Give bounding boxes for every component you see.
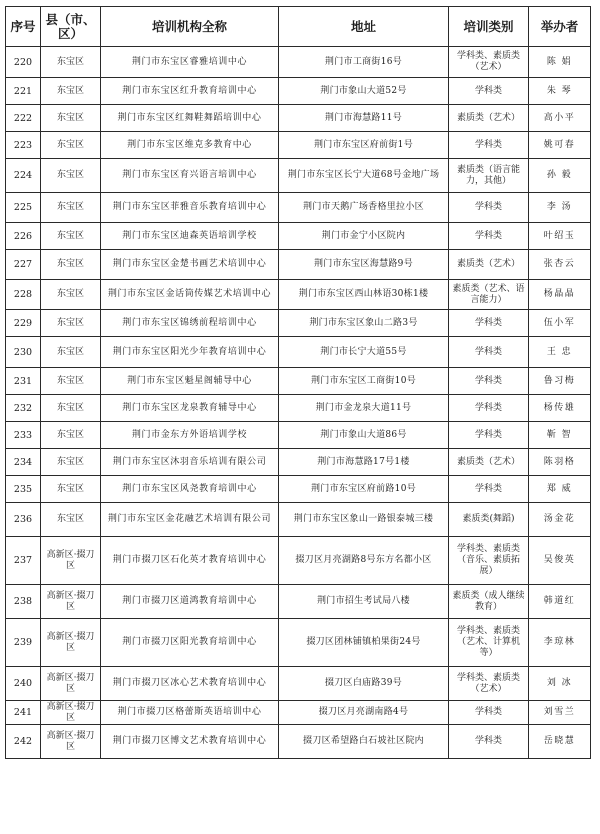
cell-name: 荆门市掇刀区冰心艺术教育培训中心 bbox=[101, 667, 279, 701]
cell-name: 荆门市东宝区菲雅音乐教育培训中心 bbox=[101, 193, 279, 223]
cell-county: 高新区·掇刀区 bbox=[41, 667, 101, 701]
cell-category: 学科类 bbox=[449, 701, 529, 725]
cell-seq: 232 bbox=[6, 395, 41, 422]
table-row bbox=[6, 47, 591, 78]
cell-category: 素质类（语言能力，其他） bbox=[449, 159, 529, 193]
cell-seq: 229 bbox=[6, 310, 41, 337]
cell-name: 荆门市东宝区金楚书画艺术培训中心 bbox=[101, 250, 279, 280]
table-row bbox=[6, 223, 591, 250]
cell-name: 荆门市掇刀区格蕾斯英语培训中心 bbox=[101, 701, 279, 725]
cell-seq: 221 bbox=[6, 78, 41, 105]
cell-name: 荆门市东宝区迪森英语培训学校 bbox=[101, 223, 279, 250]
cell-seq: 226 bbox=[6, 223, 41, 250]
cell-host: 朱 琴 bbox=[529, 78, 591, 105]
cell-category: 素质类（艺术、语言能力） bbox=[449, 280, 529, 310]
cell-host: 姚可春 bbox=[529, 132, 591, 159]
cell-name: 荆门市东宝区魁星阁辅导中心 bbox=[101, 368, 279, 395]
cell-seq: 237 bbox=[6, 537, 41, 585]
table-row bbox=[6, 619, 591, 667]
table-row bbox=[6, 132, 591, 159]
cell-category: 学科类 bbox=[449, 132, 529, 159]
header-name: 培训机构全称 bbox=[101, 7, 279, 47]
cell-county: 东宝区 bbox=[41, 250, 101, 280]
cell-county: 东宝区 bbox=[41, 105, 101, 132]
cell-seq: 220 bbox=[6, 47, 41, 78]
cell-seq: 240 bbox=[6, 667, 41, 701]
table-row bbox=[6, 537, 591, 585]
cell-host: 王 忠 bbox=[529, 337, 591, 368]
cell-address: 荆门市东宝区府前路10号 bbox=[279, 476, 449, 503]
cell-category: 素质类(舞蹈) bbox=[449, 503, 529, 537]
cell-address: 荆门市工商街16号 bbox=[279, 47, 449, 78]
cell-name: 荆门市东宝区沐羽音乐培训有限公司 bbox=[101, 449, 279, 476]
cell-host: 李 汤 bbox=[529, 193, 591, 223]
cell-county: 东宝区 bbox=[41, 449, 101, 476]
cell-address: 荆门市东宝区象山一路银泰城三楼 bbox=[279, 503, 449, 537]
cell-name: 荆门市东宝区红舞鞋舞蹈培训中心 bbox=[101, 105, 279, 132]
cell-seq: 235 bbox=[6, 476, 41, 503]
cell-address: 掇刀区月亮湖南路4号 bbox=[279, 701, 449, 725]
cell-host: 靳 智 bbox=[529, 422, 591, 449]
table-row bbox=[6, 280, 591, 310]
cell-name: 荆门市东宝区金话筒传媒艺术培训中心 bbox=[101, 280, 279, 310]
cell-name: 荆门市东宝区睿雅培训中心 bbox=[101, 47, 279, 78]
cell-address: 荆门市长宁大道55号 bbox=[279, 337, 449, 368]
cell-address: 掇刀区希望路白石坡社区院内 bbox=[279, 725, 449, 759]
cell-address: 荆门市东宝区海慧路9号 bbox=[279, 250, 449, 280]
cell-county: 东宝区 bbox=[41, 132, 101, 159]
cell-county: 东宝区 bbox=[41, 422, 101, 449]
cell-name: 荆门市金东方外语培训学校 bbox=[101, 422, 279, 449]
cell-category: 学科类 bbox=[449, 78, 529, 105]
cell-host: 鲁习梅 bbox=[529, 368, 591, 395]
cell-seq: 236 bbox=[6, 503, 41, 537]
table-body bbox=[6, 47, 591, 759]
table-row bbox=[6, 193, 591, 223]
cell-seq: 233 bbox=[6, 422, 41, 449]
table-row bbox=[6, 337, 591, 368]
cell-county: 高新区·掇刀区 bbox=[41, 701, 101, 725]
cell-host: 刘 冰 bbox=[529, 667, 591, 701]
cell-seq: 231 bbox=[6, 368, 41, 395]
cell-category: 学科类 bbox=[449, 395, 529, 422]
cell-host: 高小平 bbox=[529, 105, 591, 132]
cell-county: 高新区·掇刀区 bbox=[41, 619, 101, 667]
table-row bbox=[6, 422, 591, 449]
cell-county: 东宝区 bbox=[41, 47, 101, 78]
cell-address: 荆门市东宝区象山二路3号 bbox=[279, 310, 449, 337]
header-host: 举办者 bbox=[529, 7, 591, 47]
table-row bbox=[6, 725, 591, 759]
cell-seq: 227 bbox=[6, 250, 41, 280]
cell-address: 荆门市金龙泉大道11号 bbox=[279, 395, 449, 422]
cell-county: 东宝区 bbox=[41, 368, 101, 395]
cell-seq: 230 bbox=[6, 337, 41, 368]
cell-address: 荆门市东宝区长宁大道68号金地广场 bbox=[279, 159, 449, 193]
cell-seq: 239 bbox=[6, 619, 41, 667]
cell-county: 东宝区 bbox=[41, 503, 101, 537]
cell-host: 陈 娟 bbox=[529, 47, 591, 78]
cell-address: 掇刀区白庙路39号 bbox=[279, 667, 449, 701]
cell-name: 荆门市掇刀区博文艺术教育培训中心 bbox=[101, 725, 279, 759]
cell-seq: 222 bbox=[6, 105, 41, 132]
cell-county: 东宝区 bbox=[41, 337, 101, 368]
cell-host: 杨传雄 bbox=[529, 395, 591, 422]
cell-category: 学科类 bbox=[449, 223, 529, 250]
cell-name: 荆门市东宝区风尧教育培训中心 bbox=[101, 476, 279, 503]
cell-county: 东宝区 bbox=[41, 395, 101, 422]
cell-name: 荆门市东宝区锦绣前程培训中心 bbox=[101, 310, 279, 337]
table-row bbox=[6, 250, 591, 280]
cell-address: 荆门市东宝区府前街1号 bbox=[279, 132, 449, 159]
cell-host: 叶绍玉 bbox=[529, 223, 591, 250]
cell-county: 东宝区 bbox=[41, 159, 101, 193]
cell-address: 荆门市象山大道86号 bbox=[279, 422, 449, 449]
cell-address: 掇刀区团林铺镇柏果街24号 bbox=[279, 619, 449, 667]
table-row bbox=[6, 368, 591, 395]
cell-county: 东宝区 bbox=[41, 280, 101, 310]
cell-host: 汤金花 bbox=[529, 503, 591, 537]
cell-host: 伍小军 bbox=[529, 310, 591, 337]
cell-host: 吴俊英 bbox=[529, 537, 591, 585]
table-row bbox=[6, 105, 591, 132]
cell-category: 学科类 bbox=[449, 476, 529, 503]
cell-category: 素质类（艺术） bbox=[449, 250, 529, 280]
cell-address: 荆门市海慧路11号 bbox=[279, 105, 449, 132]
table-row bbox=[6, 667, 591, 701]
cell-category: 素质类（成人继续教育） bbox=[449, 585, 529, 619]
cell-category: 学科类 bbox=[449, 422, 529, 449]
header-address: 地址 bbox=[279, 7, 449, 47]
cell-county: 东宝区 bbox=[41, 476, 101, 503]
cell-seq: 234 bbox=[6, 449, 41, 476]
cell-seq: 242 bbox=[6, 725, 41, 759]
table-row bbox=[6, 159, 591, 193]
table-row bbox=[6, 449, 591, 476]
cell-host: 刘雪兰 bbox=[529, 701, 591, 725]
cell-address: 荆门市金宁小区院内 bbox=[279, 223, 449, 250]
cell-name: 荆门市东宝区红升教育培训中心 bbox=[101, 78, 279, 105]
cell-name: 荆门市掇刀区道鸿教育培训中心 bbox=[101, 585, 279, 619]
cell-address: 掇刀区月亮湖路8号东方名都小区 bbox=[279, 537, 449, 585]
cell-name: 荆门市东宝区金花融艺术培训有限公司 bbox=[101, 503, 279, 537]
cell-category: 素质类（艺术） bbox=[449, 449, 529, 476]
cell-county: 东宝区 bbox=[41, 193, 101, 223]
table-row bbox=[6, 503, 591, 537]
table-row bbox=[6, 310, 591, 337]
header-row bbox=[6, 7, 591, 47]
cell-host: 孙 毅 bbox=[529, 159, 591, 193]
cell-category: 学科类、素质类（艺术） bbox=[449, 667, 529, 701]
cell-host: 陈羽格 bbox=[529, 449, 591, 476]
cell-category: 学科类 bbox=[449, 368, 529, 395]
cell-seq: 224 bbox=[6, 159, 41, 193]
cell-address: 荆门市东宝区西山林语30栋1楼 bbox=[279, 280, 449, 310]
cell-address: 荆门市东宝区工商街10号 bbox=[279, 368, 449, 395]
cell-county: 东宝区 bbox=[41, 78, 101, 105]
cell-host: 郑 威 bbox=[529, 476, 591, 503]
cell-host: 岳晓慧 bbox=[529, 725, 591, 759]
training-institution-table bbox=[5, 6, 591, 759]
header-seq: 序号 bbox=[6, 7, 41, 47]
cell-category: 学科类、素质类（音乐、素质拓展） bbox=[449, 537, 529, 585]
cell-host: 李琼林 bbox=[529, 619, 591, 667]
table-row bbox=[6, 395, 591, 422]
cell-name: 荆门市东宝区龙泉教育辅导中心 bbox=[101, 395, 279, 422]
cell-county: 高新区·掇刀区 bbox=[41, 537, 101, 585]
cell-name: 荆门市掇刀区石化英才教育培训中心 bbox=[101, 537, 279, 585]
cell-category: 学科类 bbox=[449, 193, 529, 223]
cell-county: 东宝区 bbox=[41, 223, 101, 250]
cell-address: 荆门市天鹅广场香格里拉小区 bbox=[279, 193, 449, 223]
cell-category: 学科类 bbox=[449, 337, 529, 368]
header-category: 培训类别 bbox=[449, 7, 529, 47]
cell-address: 荆门市海慧路17号1楼 bbox=[279, 449, 449, 476]
cell-category: 素质类（艺术） bbox=[449, 105, 529, 132]
table-row bbox=[6, 78, 591, 105]
cell-address: 荆门市招生考试局八楼 bbox=[279, 585, 449, 619]
table-row bbox=[6, 585, 591, 619]
cell-host: 杨晶晶 bbox=[529, 280, 591, 310]
cell-category: 学科类、素质类（艺术） bbox=[449, 47, 529, 78]
cell-county: 东宝区 bbox=[41, 310, 101, 337]
table-row bbox=[6, 701, 591, 725]
header-county: 县（市、区） bbox=[41, 7, 101, 47]
cell-category: 学科类 bbox=[449, 725, 529, 759]
cell-county: 高新区·掇刀区 bbox=[41, 585, 101, 619]
cell-address: 荆门市象山大道52号 bbox=[279, 78, 449, 105]
cell-seq: 238 bbox=[6, 585, 41, 619]
cell-seq: 241 bbox=[6, 701, 41, 725]
cell-name: 荆门市东宝区阳光少年教育培训中心 bbox=[101, 337, 279, 368]
cell-name: 荆门市东宝区维克多教育中心 bbox=[101, 132, 279, 159]
cell-category: 学科类 bbox=[449, 310, 529, 337]
cell-seq: 225 bbox=[6, 193, 41, 223]
cell-county: 高新区·掇刀区 bbox=[41, 725, 101, 759]
cell-name: 荆门市东宝区育兴语言培训中心 bbox=[101, 159, 279, 193]
cell-seq: 223 bbox=[6, 132, 41, 159]
table-row bbox=[6, 476, 591, 503]
cell-host: 韩道红 bbox=[529, 585, 591, 619]
cell-category: 学科类、素质类（艺术、计算机等） bbox=[449, 619, 529, 667]
cell-seq: 228 bbox=[6, 280, 41, 310]
cell-host: 张杏云 bbox=[529, 250, 591, 280]
cell-name: 荆门市掇刀区阳光教育培训中心 bbox=[101, 619, 279, 667]
